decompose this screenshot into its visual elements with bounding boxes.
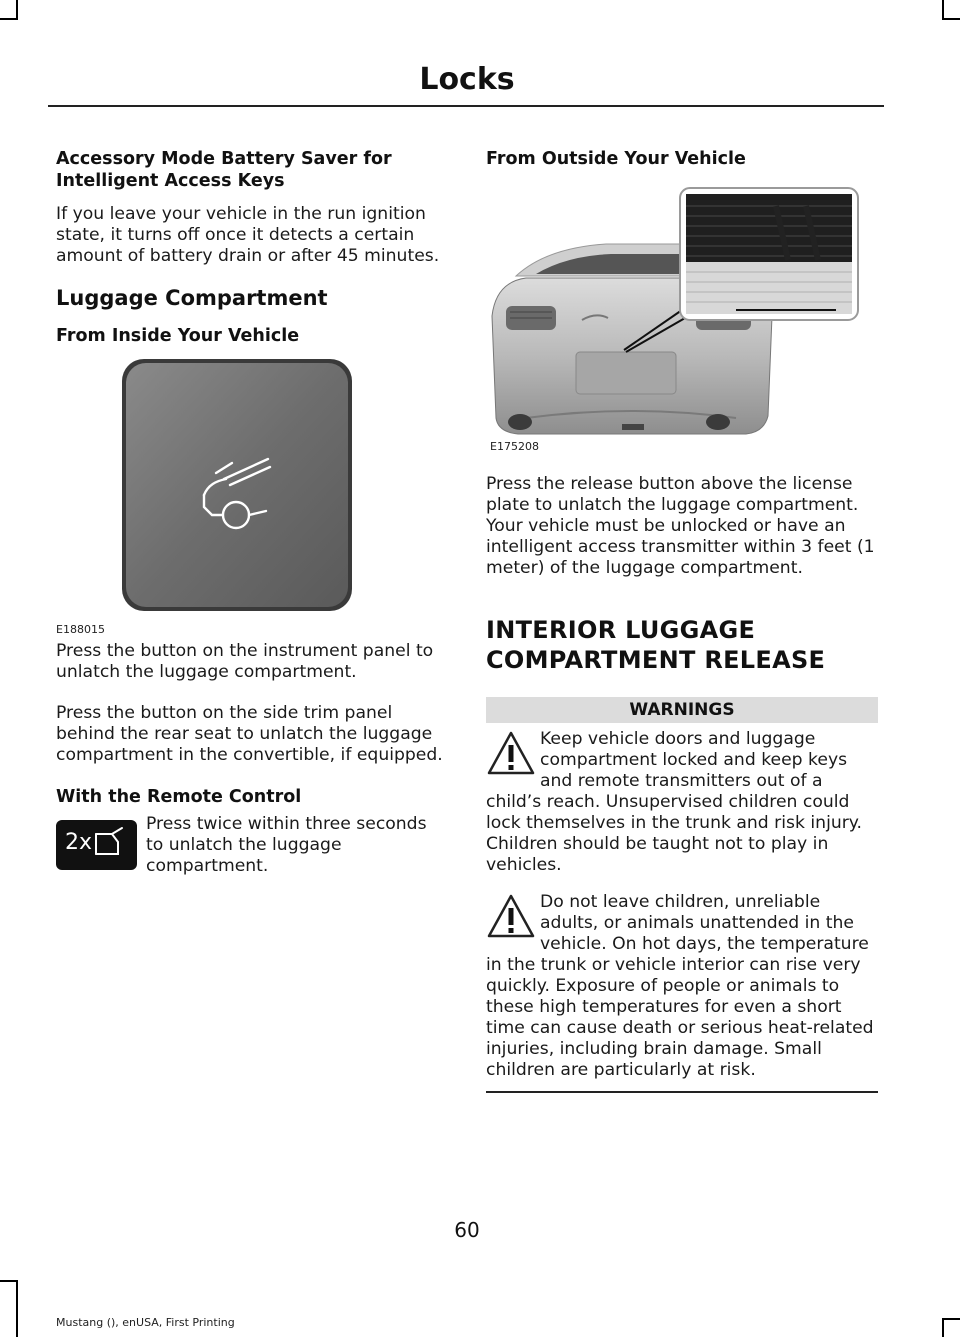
crop-mark	[942, 0, 944, 20]
crop-mark	[0, 18, 18, 20]
remote-control-row	[56, 814, 448, 890]
outside-image-code: E175208	[490, 440, 539, 453]
battery-saver-text: If you leave your vehicle in the run ignition state, it turns off once it detects a certain amount of battery drain or after 45 minutes.	[56, 204, 440, 266]
publication-footer: Mustang (), enUSA, First Printing	[56, 1316, 235, 1329]
luggage-compartment-heading: Luggage Compartment	[56, 286, 328, 310]
chapter-heading-line1: INTERIOR LUGGAGE	[486, 616, 756, 644]
warning-item	[486, 892, 878, 1081]
inside-image-code: E188015	[56, 623, 105, 636]
chapter-heading-line2: COMPARTMENT RELEASE	[486, 646, 826, 674]
from-outside-heading: From Outside Your Vehicle	[486, 149, 746, 169]
battery-saver-heading: Accessory Mode Battery Saver for Intelligent Access Keys	[56, 149, 392, 191]
warning-text-heat: Do not leave children, unreliable adults, or animals unattended in the vehicle. On hot days, the temperature in the trunk or vehicle interior can rise very quickly. Exposure of people or animals to these high temperatures for even a short time can cause death or serious heat-related injuries, including brain damage. Small children are particularly at risk.	[486, 892, 874, 1080]
inside-text-side-trim: Press the button on the side trim panel behind the rear seat to unlatch the luggage compartment in the convertible, if equipped.	[56, 703, 443, 765]
page-number: 60	[454, 1218, 480, 1242]
warning-triangle-icon	[486, 729, 536, 779]
warnings-end-rule	[486, 1091, 878, 1093]
warning-triangle-icon	[486, 892, 536, 942]
warning-text-children-lock: Keep vehicle doors and luggage compartment locked and keep keys and remote transmitters out of a child’s reach. Unsupervised children could lock themselves in the trunk and risk injury. Children should be taught not to play in vehicles.	[486, 729, 862, 875]
right-column	[486, 148, 878, 1093]
crop-mark	[0, 1280, 18, 1282]
instrument-panel-button-figure	[56, 355, 448, 637]
crop-mark	[942, 1318, 944, 1337]
from-inside-heading: From Inside Your Vehicle	[56, 326, 300, 346]
inside-text-instrument: Press the button on the instrument panel to unlatch the luggage compartment.	[56, 641, 434, 682]
warning-item	[486, 729, 878, 876]
header-rule	[48, 105, 884, 107]
outside-text: Press the release button above the license plate to unlatch the luggage compartment. Your vehicle must be unlocked or have an intelligent access transmitter within 3 feet (1 meter) of the luggage compartment.	[486, 474, 875, 578]
left-column	[56, 148, 448, 890]
warnings-bar: WARNINGS	[486, 697, 878, 723]
trunk-release-button-image	[56, 355, 448, 635]
page-title: Locks	[419, 62, 515, 97]
remote-trunk-icon	[56, 820, 137, 870]
crop-mark	[942, 18, 960, 20]
crop-mark	[942, 1318, 960, 1320]
crop-mark	[16, 1280, 18, 1337]
chapter-heading	[486, 615, 878, 675]
remote-control-heading: With the Remote Control	[56, 787, 302, 807]
remote-control-text: Press twice within three seconds to unlatch the luggage compartment.	[146, 814, 427, 876]
rear-vehicle-figure	[486, 186, 878, 458]
remote-press-count: 2x	[65, 830, 93, 855]
car-rear-image	[486, 186, 878, 442]
crop-mark	[16, 0, 18, 20]
